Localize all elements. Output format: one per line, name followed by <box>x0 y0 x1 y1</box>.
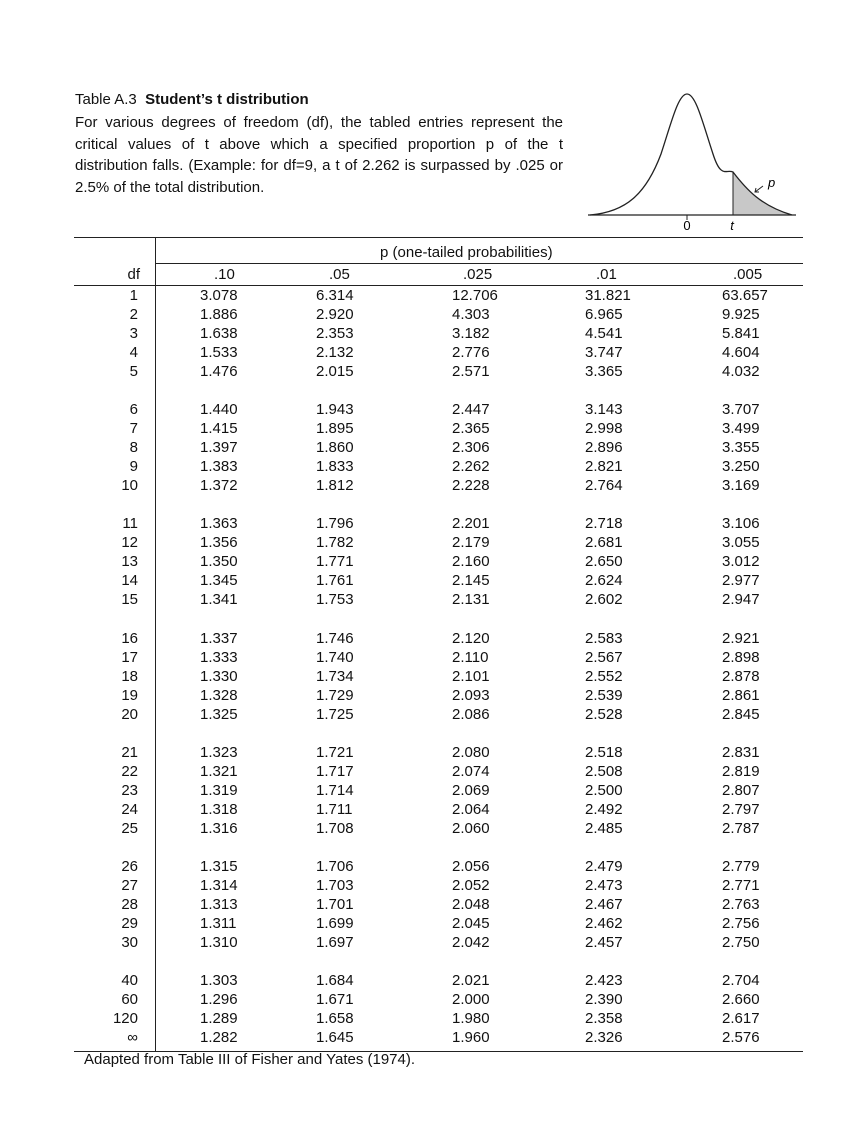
value-p005: 2.617 <box>722 1010 760 1028</box>
p-header: p (one-tailed probabilities) <box>380 244 553 261</box>
value-p01: 2.467 <box>585 895 623 913</box>
value-p05: 1.796 <box>316 515 354 533</box>
density-curve <box>590 94 792 215</box>
value-p005: 2.750 <box>722 933 760 951</box>
table-row <box>0 457 863 476</box>
p-label: p <box>768 175 776 190</box>
table-row <box>0 648 863 667</box>
value-p01: 2.390 <box>585 991 623 1009</box>
df-cell: 10 <box>121 477 138 495</box>
value-p01: 2.518 <box>585 743 623 761</box>
table-row <box>0 514 863 533</box>
df-cell: 17 <box>121 648 138 666</box>
value-p01: 2.500 <box>585 781 623 799</box>
value-p05: 1.658 <box>316 1010 354 1028</box>
df-cell: 3 <box>129 325 138 342</box>
value-p005: 2.576 <box>722 1029 760 1047</box>
table-label: Table A.3 <box>75 91 137 108</box>
value-p10: 1.313 <box>200 895 238 913</box>
value-p025: 2.048 <box>452 895 490 913</box>
value-p01: 3.143 <box>585 401 623 419</box>
value-p025: 1.980 <box>452 1010 490 1028</box>
value-p10: 1.476 <box>200 363 238 380</box>
value-p10: 1.282 <box>200 1029 238 1047</box>
table-row <box>0 1009 863 1028</box>
value-p01: 2.764 <box>585 477 623 495</box>
value-p005: 2.660 <box>722 991 760 1009</box>
df-cell: 21 <box>121 743 138 761</box>
value-p05: 1.860 <box>316 439 354 457</box>
df-cell: 120 <box>112 1010 138 1028</box>
value-p05: 1.697 <box>316 933 354 951</box>
value-p01: 2.358 <box>585 1010 623 1028</box>
value-p01: 2.624 <box>585 572 623 590</box>
table-row <box>0 914 863 933</box>
table-row <box>0 552 863 571</box>
value-p05: 1.812 <box>316 477 354 495</box>
value-p01: 2.821 <box>585 458 623 476</box>
df-header: df <box>127 266 140 283</box>
shaded-tail-area <box>733 172 792 215</box>
value-p025: 2.093 <box>452 686 490 704</box>
value-p005: 2.797 <box>722 800 760 818</box>
value-p01: 2.681 <box>585 534 623 552</box>
df-cell: 13 <box>121 553 138 571</box>
table-row <box>0 781 863 800</box>
table-row <box>0 895 863 914</box>
value-p01: 2.492 <box>585 800 623 818</box>
value-p025: 2.056 <box>452 857 490 875</box>
table-row <box>0 419 863 438</box>
col-header-p025: .025 <box>463 266 493 283</box>
value-p01: 4.541 <box>585 325 623 342</box>
value-p10: 1.383 <box>200 458 238 476</box>
value-p10: 1.325 <box>200 705 238 723</box>
table-row <box>0 762 863 781</box>
value-p05: 1.706 <box>316 857 354 875</box>
row-group <box>0 400 863 495</box>
value-p005: 2.704 <box>722 972 760 990</box>
value-p10: 1.316 <box>200 819 238 837</box>
value-p10: 3.078 <box>200 287 238 304</box>
row-group <box>0 971 863 1047</box>
table-row <box>0 971 863 990</box>
value-p10: 1.337 <box>200 629 238 647</box>
value-p05: 1.671 <box>316 991 354 1009</box>
value-p10: 1.886 <box>200 306 238 323</box>
table-row <box>0 362 863 381</box>
t-label: t <box>730 218 734 233</box>
df-cell: 29 <box>121 914 138 932</box>
value-p05: 1.771 <box>316 553 354 571</box>
value-p10: 1.310 <box>200 933 238 951</box>
value-p10: 1.328 <box>200 686 238 704</box>
value-p025: 2.042 <box>452 933 490 951</box>
table-row <box>0 819 863 838</box>
value-p005: 63.657 <box>722 287 768 304</box>
value-p01: 2.552 <box>585 667 623 685</box>
value-p05: 2.132 <box>316 344 354 361</box>
value-p05: 1.684 <box>316 972 354 990</box>
df-cell: 14 <box>121 572 138 590</box>
df-cell: 5 <box>129 363 138 380</box>
value-p05: 1.740 <box>316 648 354 666</box>
value-p01: 2.508 <box>585 762 623 780</box>
header-underline-p <box>155 263 803 264</box>
value-p025: 2.052 <box>452 876 490 894</box>
value-p025: 2.365 <box>452 420 490 438</box>
value-p05: 1.782 <box>316 534 354 552</box>
value-p025: 3.182 <box>452 325 490 342</box>
table-row <box>0 667 863 686</box>
value-p01: 2.602 <box>585 591 623 609</box>
df-cell: 11 <box>122 515 138 533</box>
value-p05: 1.943 <box>316 401 354 419</box>
value-p05: 1.708 <box>316 819 354 837</box>
value-p005: 2.977 <box>722 572 760 590</box>
row-group <box>0 514 863 609</box>
value-p10: 1.296 <box>200 991 238 1009</box>
df-cell: 20 <box>121 705 138 723</box>
value-p10: 1.341 <box>200 591 238 609</box>
value-p05: 1.734 <box>316 667 354 685</box>
value-p01: 2.650 <box>585 553 623 571</box>
col-header-p005: .005 <box>733 266 763 283</box>
value-p025: 2.447 <box>452 401 490 419</box>
value-p005: 3.707 <box>722 401 760 419</box>
value-p005: 3.355 <box>722 439 760 457</box>
value-p10: 1.356 <box>200 534 238 552</box>
df-cell: 28 <box>121 895 138 913</box>
table-row <box>0 533 863 552</box>
t-distribution-figure <box>586 84 798 234</box>
value-p005: 4.604 <box>722 344 760 361</box>
df-cell: 9 <box>129 458 138 476</box>
df-cell: 2 <box>129 306 138 323</box>
value-p025: 2.060 <box>452 819 490 837</box>
value-p01: 2.485 <box>585 819 623 837</box>
value-p01: 31.821 <box>585 287 631 304</box>
value-p05: 2.920 <box>316 306 354 323</box>
df-cell: 7 <box>129 420 138 438</box>
value-p005: 3.250 <box>722 458 760 476</box>
table-top-rule <box>74 237 803 238</box>
value-p005: 2.763 <box>722 895 760 913</box>
df-cell: 15 <box>121 591 138 609</box>
value-p005: 2.898 <box>722 648 760 666</box>
table-row <box>0 571 863 590</box>
value-p025: 2.571 <box>452 363 490 380</box>
caption-description: For various degrees of freedom (df), the tabled entries represent the critical values of t above which a specified proportion p of the t distribution falls. (Example: for df=9, a t of 2.262 is surpassed by .025 or 2.5% of the total distribution. <box>75 114 563 196</box>
value-p10: 1.289 <box>200 1010 238 1028</box>
table-row <box>0 876 863 895</box>
value-p005: 2.756 <box>722 914 760 932</box>
value-p01: 2.473 <box>585 876 623 894</box>
value-p025: 2.086 <box>452 705 490 723</box>
value-p05: 1.761 <box>316 572 354 590</box>
value-p10: 1.303 <box>200 972 238 990</box>
value-p025: 2.160 <box>452 553 490 571</box>
table-body <box>0 286 863 1066</box>
row-group <box>0 743 863 838</box>
value-p10: 1.440 <box>200 401 238 419</box>
value-p025: 2.201 <box>452 515 490 533</box>
row-group <box>0 629 863 724</box>
value-p01: 2.998 <box>585 420 623 438</box>
table-row <box>0 286 863 305</box>
table-row <box>0 743 863 762</box>
df-cell: ∞ <box>127 1029 138 1047</box>
value-p005: 2.845 <box>722 705 760 723</box>
value-p05: 1.701 <box>316 895 354 913</box>
value-p025: 2.000 <box>452 991 490 1009</box>
value-p005: 2.807 <box>722 781 760 799</box>
value-p005: 2.771 <box>722 876 760 894</box>
table-row <box>0 400 863 419</box>
value-p025: 2.131 <box>452 591 490 609</box>
value-p025: 2.045 <box>452 914 490 932</box>
value-p05: 1.895 <box>316 420 354 438</box>
table-row <box>0 343 863 362</box>
col-header-p05: .05 <box>329 266 350 283</box>
value-p01: 2.718 <box>585 515 623 533</box>
value-p01: 2.462 <box>585 914 623 932</box>
value-p05: 1.645 <box>316 1029 354 1047</box>
value-p10: 1.323 <box>200 743 238 761</box>
value-p05: 6.314 <box>316 287 354 304</box>
value-p005: 4.032 <box>722 363 760 380</box>
value-p025: 2.021 <box>452 972 490 990</box>
table-row <box>0 1028 863 1047</box>
value-p10: 1.315 <box>200 857 238 875</box>
value-p005: 2.861 <box>722 686 760 704</box>
table-row <box>0 305 863 324</box>
value-p025: 2.145 <box>452 572 490 590</box>
table-row <box>0 800 863 819</box>
value-p05: 1.833 <box>316 458 354 476</box>
df-cell: 19 <box>121 686 138 704</box>
col-header-p01: .01 <box>596 266 617 283</box>
value-p025: 2.262 <box>452 458 490 476</box>
value-p005: 2.831 <box>722 743 760 761</box>
value-p025: 2.120 <box>452 629 490 647</box>
value-p10: 1.397 <box>200 439 238 457</box>
value-p005: 2.779 <box>722 857 760 875</box>
value-p10: 1.318 <box>200 800 238 818</box>
df-cell: 24 <box>121 800 138 818</box>
value-p025: 2.064 <box>452 800 490 818</box>
df-cell: 40 <box>121 972 138 990</box>
table-row <box>0 438 863 457</box>
value-p05: 2.015 <box>316 363 354 380</box>
value-p05: 1.746 <box>316 629 354 647</box>
df-cell: 12 <box>121 534 138 552</box>
row-group <box>0 857 863 952</box>
df-cell: 27 <box>121 876 138 894</box>
value-p025: 2.101 <box>452 667 490 685</box>
value-p005: 3.055 <box>722 534 760 552</box>
value-p10: 1.533 <box>200 344 238 361</box>
value-p10: 1.638 <box>200 325 238 342</box>
df-cell: 8 <box>129 439 138 457</box>
value-p10: 1.345 <box>200 572 238 590</box>
table-row <box>0 590 863 609</box>
table-row <box>0 857 863 876</box>
value-p10: 1.372 <box>200 477 238 495</box>
value-p10: 1.415 <box>200 420 238 438</box>
value-p01: 2.528 <box>585 705 623 723</box>
value-p05: 1.717 <box>316 762 354 780</box>
df-cell: 22 <box>121 762 138 780</box>
value-p01: 2.479 <box>585 857 623 875</box>
table-row <box>0 629 863 648</box>
value-p025: 2.306 <box>452 439 490 457</box>
df-cell: 26 <box>121 857 138 875</box>
value-p025: 2.179 <box>452 534 490 552</box>
value-p025: 2.110 <box>452 648 489 666</box>
value-p025: 2.228 <box>452 477 490 495</box>
value-p05: 1.725 <box>316 705 354 723</box>
value-p10: 1.314 <box>200 876 238 894</box>
value-p01: 6.965 <box>585 306 623 323</box>
value-p01: 3.747 <box>585 344 623 361</box>
table-title: Student’s t distribution <box>145 91 309 108</box>
value-p005: 2.878 <box>722 667 760 685</box>
table-row <box>0 990 863 1009</box>
table-row <box>0 324 863 343</box>
value-p025: 4.303 <box>452 306 490 323</box>
value-p005: 3.169 <box>722 477 760 495</box>
table-row <box>0 705 863 724</box>
value-p05: 2.353 <box>316 325 354 342</box>
value-p01: 2.539 <box>585 686 623 704</box>
zero-label: 0 <box>683 218 691 233</box>
value-p005: 5.841 <box>722 325 760 342</box>
df-cell: 1 <box>129 287 138 304</box>
footnote: Adapted from Table III of Fisher and Yates (1974). <box>84 1051 416 1068</box>
table-caption <box>75 90 563 198</box>
value-p01: 2.423 <box>585 972 623 990</box>
col-header-p10: .10 <box>214 266 235 283</box>
value-p005: 3.106 <box>722 515 760 533</box>
value-p01: 3.365 <box>585 363 623 380</box>
value-p10: 1.350 <box>200 553 238 571</box>
value-p01: 2.583 <box>585 629 623 647</box>
df-cell: 25 <box>121 819 138 837</box>
value-p005: 2.787 <box>722 819 760 837</box>
value-p01: 2.896 <box>585 439 623 457</box>
df-cell: 4 <box>129 344 138 361</box>
value-p05: 1.703 <box>316 876 354 894</box>
caption-title <box>75 90 563 110</box>
value-p005: 9.925 <box>722 306 760 323</box>
value-p025: 2.776 <box>452 344 490 361</box>
value-p10: 1.311 <box>200 914 237 932</box>
df-cell: 60 <box>121 991 138 1009</box>
value-p10: 1.363 <box>200 515 238 533</box>
value-p005: 3.499 <box>722 420 760 438</box>
value-p05: 1.729 <box>316 686 354 704</box>
value-p05: 1.699 <box>316 914 354 932</box>
table-row <box>0 686 863 705</box>
value-p10: 1.319 <box>200 781 238 799</box>
value-p10: 1.321 <box>200 762 238 780</box>
value-p005: 2.819 <box>722 762 760 780</box>
value-p05: 1.753 <box>316 591 354 609</box>
value-p005: 2.921 <box>722 629 760 647</box>
value-p025: 2.069 <box>452 781 490 799</box>
value-p10: 1.333 <box>200 648 238 666</box>
value-p01: 2.326 <box>585 1029 623 1047</box>
value-p01: 2.457 <box>585 933 623 951</box>
value-p025: 1.960 <box>452 1029 490 1047</box>
df-cell: 23 <box>121 781 138 799</box>
df-cell: 18 <box>121 667 138 685</box>
value-p025: 2.080 <box>452 743 490 761</box>
table-row <box>0 476 863 495</box>
value-p005: 2.947 <box>722 591 760 609</box>
value-p01: 2.567 <box>585 648 623 666</box>
df-cell: 6 <box>129 401 138 419</box>
row-group <box>0 286 863 381</box>
value-p025: 2.074 <box>452 762 490 780</box>
df-cell: 30 <box>121 933 138 951</box>
value-p05: 1.714 <box>316 781 354 799</box>
value-p05: 1.721 <box>316 743 354 761</box>
df-cell: 16 <box>121 629 138 647</box>
value-p025: 12.706 <box>452 287 498 304</box>
value-p10: 1.330 <box>200 667 238 685</box>
table-row <box>0 933 863 952</box>
value-p005: 3.012 <box>722 553 760 571</box>
value-p05: 1.711 <box>316 800 353 818</box>
